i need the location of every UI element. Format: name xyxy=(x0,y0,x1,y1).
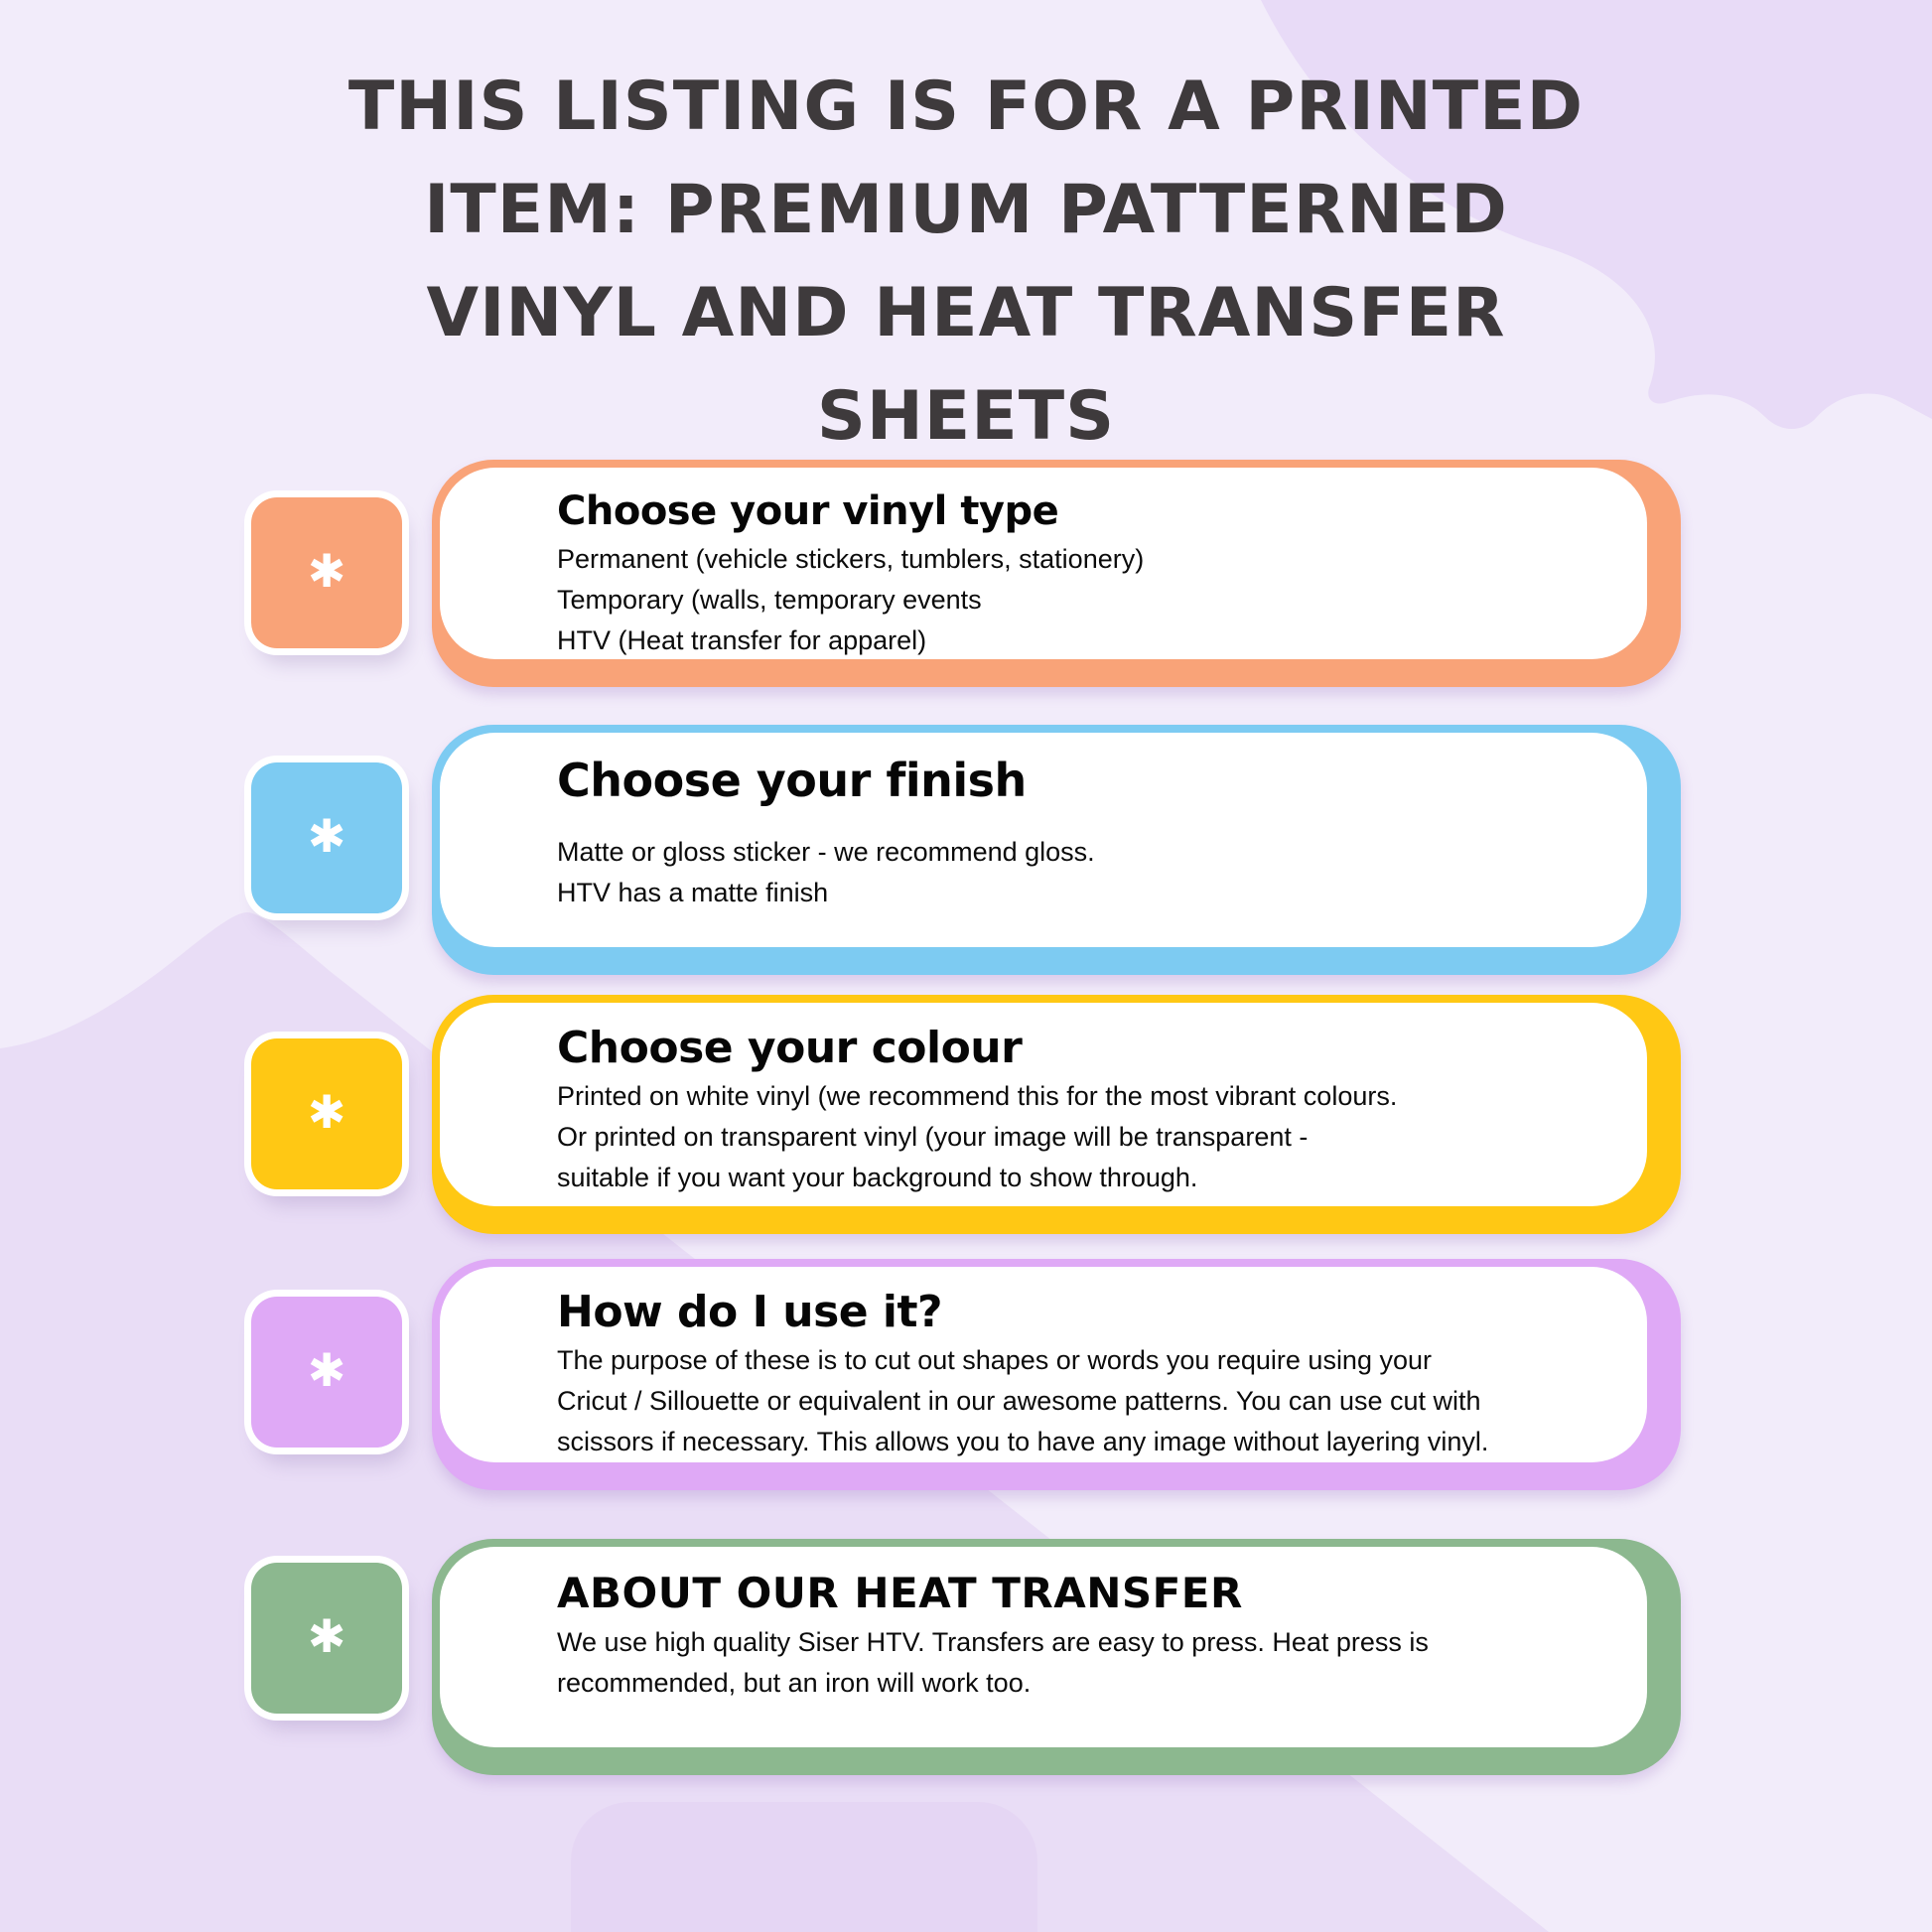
card-frame xyxy=(432,1259,1681,1490)
card-heading: Choose your colour xyxy=(557,1023,1023,1073)
asterisk-icon: ✱ xyxy=(307,809,346,863)
title-line-1: THIS LISTING IS FOR A PRINTED xyxy=(347,68,1585,146)
card-heading: How do I use it? xyxy=(557,1287,943,1337)
card-frame xyxy=(432,995,1681,1234)
card-surface xyxy=(440,1267,1647,1462)
card-body xyxy=(557,832,1637,913)
card-row-colour xyxy=(0,995,1932,1234)
card-body-line: The purpose of these is to cut out shapes or words you require using your xyxy=(557,1345,1432,1375)
card-heading: Choose your finish xyxy=(557,754,1027,807)
asterisk-icon: ✱ xyxy=(307,1609,346,1663)
card-row-finish xyxy=(0,725,1932,975)
card-surface xyxy=(440,468,1647,659)
card-body-line: Printed on white vinyl (we recommend this for the most vibrant colours. xyxy=(557,1081,1398,1111)
card-body-line: Cricut / Sillouette or equivalent in our awesome patterns. You can use cut with xyxy=(557,1386,1481,1416)
card-body xyxy=(557,539,1637,661)
card-body-line: Or printed on transparent vinyl (your image will be transparent - xyxy=(557,1122,1309,1152)
card-frame xyxy=(432,460,1681,687)
card-heading: Choose your vinyl type xyxy=(557,488,1059,534)
title-line-2: ITEM: PREMIUM PATTERNED xyxy=(424,171,1508,249)
card-body-line: HTV has a matte finish xyxy=(557,878,829,907)
card-body xyxy=(557,1340,1637,1462)
card-body-line: Matte or gloss sticker - we recommend gloss. xyxy=(557,837,1095,867)
asterisk-badge xyxy=(251,1038,402,1189)
asterisk-badge xyxy=(251,1563,402,1714)
asterisk-badge xyxy=(251,497,402,648)
asterisk-icon: ✱ xyxy=(307,1343,346,1397)
asterisk-badge xyxy=(251,1297,402,1448)
card-surface xyxy=(440,733,1647,947)
asterisk-icon: ✱ xyxy=(307,544,346,598)
page-title xyxy=(0,56,1932,469)
card-body-line: scissors if necessary. This allows you to have any image without layering vinyl. xyxy=(557,1427,1489,1456)
title-line-3: VINYL AND HEAT TRANSFER xyxy=(426,274,1506,352)
asterisk-badge xyxy=(251,762,402,913)
card-surface xyxy=(440,1003,1647,1206)
card-body-line: Temporary (walls, temporary events xyxy=(557,585,982,615)
card-body xyxy=(557,1076,1637,1198)
card-surface xyxy=(440,1547,1647,1747)
card-body-line: suitable if you want your background to show through. xyxy=(557,1163,1198,1192)
title-line-4: SHEETS xyxy=(816,377,1116,456)
card-body-line: We use high quality Siser HTV. Transfers are easy to press. Heat press is xyxy=(557,1627,1429,1657)
card-row-heat-transfer xyxy=(0,1539,1932,1775)
card-row-vinyl-type xyxy=(0,460,1932,687)
card-body xyxy=(557,1622,1637,1704)
card-heading: ABOUT OUR HEAT TRANSFER xyxy=(557,1569,1243,1617)
card-body-line: recommended, but an iron will work too. xyxy=(557,1668,1032,1698)
card-body-line: Permanent (vehicle stickers, tumblers, stationery) xyxy=(557,544,1145,574)
card-frame xyxy=(432,1539,1681,1775)
card-body-line: HTV (Heat transfer for apparel) xyxy=(557,625,927,655)
card-frame xyxy=(432,725,1681,975)
card-row-usage xyxy=(0,1259,1932,1490)
asterisk-icon: ✱ xyxy=(307,1085,346,1139)
